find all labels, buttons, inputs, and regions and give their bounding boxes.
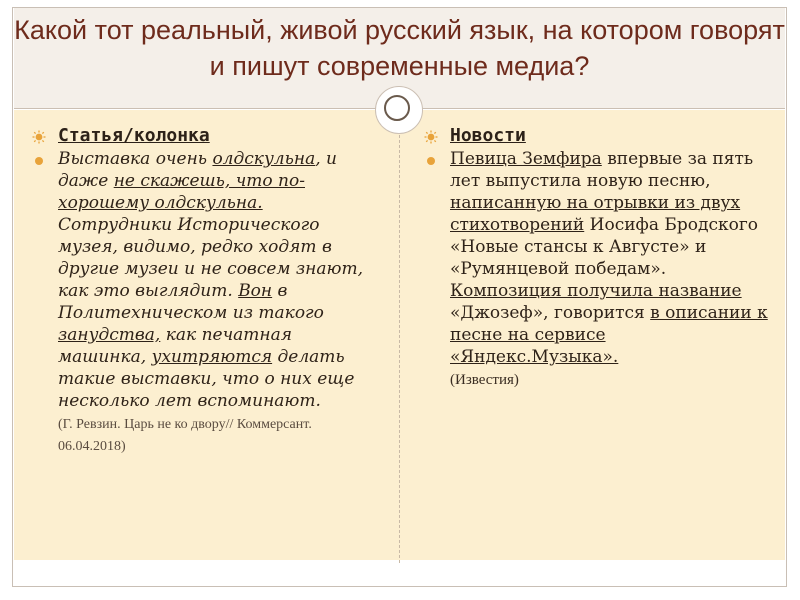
- text-segment-underlined: не скажешь, что по-хорошему олдскульна.: [58, 171, 305, 213]
- text-segment-underlined: Певица Земфира: [450, 149, 602, 169]
- text-segment-underlined: Вон: [238, 281, 273, 301]
- text-segment: делать такие выставки, что о них еще несколько лет вспоминают.: [58, 347, 355, 411]
- right-heading: Новости: [450, 125, 526, 146]
- sun-bullet-icon: [424, 130, 438, 144]
- text-segment-underlined: написанную на отрывки из двух стихотворений: [450, 193, 741, 235]
- ring-ornament-inner-icon: [384, 95, 410, 121]
- right-heading-item: [424, 124, 774, 148]
- left-source-citation: (Г. Ревзин. Царь не ко двору// Коммерсант. 06.04.2018): [58, 417, 312, 454]
- text-segment: , и даже: [58, 149, 337, 191]
- text-segment: Иосифа Бродского «Новые стансы к Августе» и «Румянцевой победам».: [450, 215, 758, 279]
- left-column: [32, 124, 382, 456]
- dot-bullet-icon: [32, 154, 46, 168]
- text-segment: Выставка очень: [58, 149, 213, 169]
- text-segment: как печатная машинка,: [58, 325, 293, 367]
- text-segment: впервые за пять лет выпустила новую песню,: [450, 149, 754, 191]
- text-segment-underlined: ухитряются: [151, 347, 273, 367]
- right-news-text: [450, 148, 774, 390]
- left-article-text: [58, 148, 382, 456]
- text-segment-underlined: Композиция получила название: [450, 281, 742, 301]
- right-text-item: [424, 148, 774, 390]
- dot-bullet-icon: [424, 154, 438, 168]
- left-text-item: [32, 148, 382, 456]
- text-segment: в Политехническом из такого: [58, 281, 324, 323]
- text-segment-underlined: занудства,: [58, 325, 161, 345]
- sun-bullet-icon: [32, 130, 46, 144]
- slide-title: Какой тот реальный, живой русский язык, на котором говорят и пишут современные медиа?: [14, 15, 785, 81]
- text-segment-underlined: олдскульна: [212, 149, 316, 169]
- text-segment: «Джозеф», говорится: [450, 303, 651, 323]
- left-heading-item: [32, 124, 382, 148]
- left-heading: Статья/колонка: [58, 125, 210, 146]
- right-column: [424, 124, 774, 390]
- text-segment: Сотрудники Исторического музея, видимо, редко ходят в другие музеи и не совсем знают, как это выглядит.: [58, 215, 364, 301]
- right-source-citation: (Известия): [450, 372, 519, 388]
- column-divider: [399, 135, 400, 563]
- text-segment-underlined: в описании к песне на сервисе «Яндекс.Музыка».: [450, 303, 768, 367]
